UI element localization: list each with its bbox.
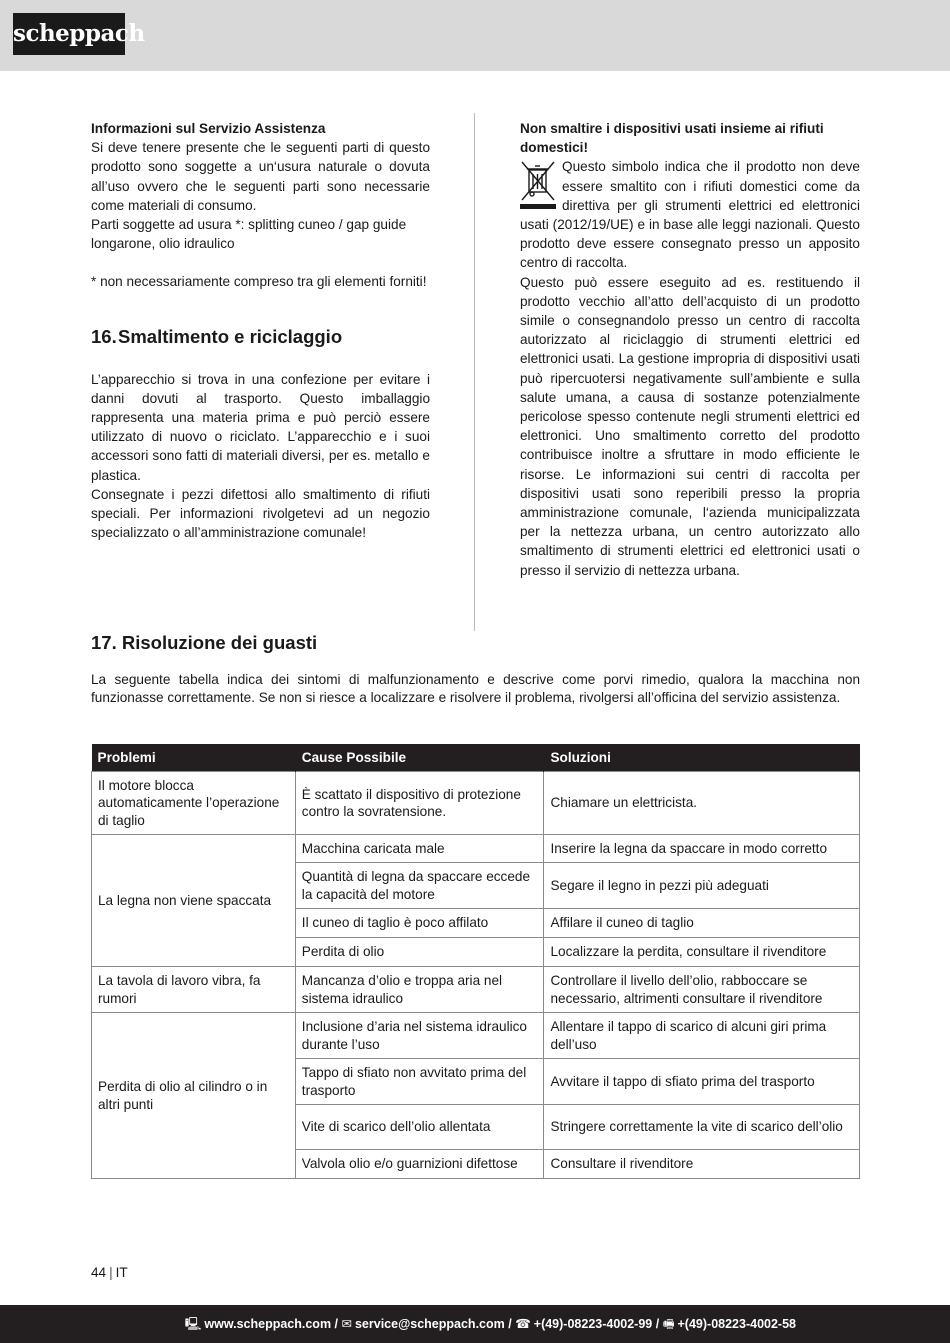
table-row — [92, 772, 860, 835]
page-number: 44 — [91, 1265, 107, 1280]
left-column — [91, 119, 430, 542]
solution-cell: Localizzare la perdita, consultare il rivenditore — [544, 938, 860, 967]
solution-cell: Controllare il livello dell’olio, rabboccare se necessario, altrimenti consultare il rivenditore — [544, 967, 860, 1013]
troubleshooting-table — [91, 744, 860, 1179]
solution-cell: Stringere correttamente la vite di scarico dell’olio — [544, 1105, 860, 1150]
fax-number: +(49)-08223-4002-58 — [677, 1317, 796, 1331]
cause-cell: Valvola olio e/o guarnizioni difettose — [295, 1150, 544, 1179]
email-icon: ✉ — [341, 1317, 352, 1331]
defective-parts-text: Consegnate i pezzi difettosi allo smaltimento di rifiuti speciali. Per informazioni rivolgetevi ad un negozio specializzato o all’amministrazione comunale! — [91, 486, 430, 541]
section-17-intro: La seguente tabella indica dei sintomi di malfunzionamento e descrive come porvi rimedio, qualora la macchina non funzionasse correttamente. Se non si riesce a localizzare e risolvere il problema, rivolgersi all’officina del servizio assistenza. — [91, 672, 860, 705]
cause-cell: Perdita di olio — [295, 938, 544, 967]
cause-cell: Il cuneo di taglio è poco affilato — [295, 909, 544, 938]
table-row — [92, 967, 860, 1013]
language-code: IT — [115, 1265, 128, 1280]
cause-cell: Mancanza d’olio e troppa aria nel sistema idraulico — [295, 967, 544, 1013]
problem-cell: La legna non viene spaccata — [92, 835, 296, 967]
website-link[interactable]: www.scheppach.com / — [204, 1317, 339, 1331]
service-heading: Informazioni sul Servizio Assistenza — [91, 121, 326, 136]
service-text: Si deve tenere presente che le seguenti parti di questo prodotto sono soggette a un‘usura naturale o dovuta all’uso ovvero che le seguenti parti sono necessarie come materiali di consumo. — [91, 140, 430, 213]
header-causes: Cause Possibile — [295, 744, 544, 772]
header-solutions: Soluzioni — [544, 744, 860, 772]
email-link[interactable]: service@scheppach.com / — [354, 1317, 512, 1331]
section-16-title: Smaltimento e riciclaggio — [118, 325, 343, 347]
right-column — [520, 119, 860, 580]
solution-cell: Inserire la legna da spaccare in modo corretto — [544, 835, 860, 863]
table-header-row — [92, 744, 860, 772]
packaging-text: L’apparecchio si trova in una confezione per evitare i danni dovuti al trasporto. Questo imballaggio rappresenta una materia prima e può perciò essere utilizzato di nuovo o riciclato. L’apparecchio e i suoi accessori sono fatti di materiali diversi, per es. metallo e plastica. — [91, 371, 430, 483]
cause-cell: Inclusione d’aria nel sistema idraulico durante l’uso — [295, 1013, 544, 1059]
solution-cell: Allentare il tappo di scarico di alcuni giri prima dell’uso — [544, 1013, 860, 1059]
section-17-title: 17. Risoluzione dei guasti — [91, 632, 318, 653]
wear-parts-text: Parti soggette ad usura *: splitting cuneo / gap guide longarone, olio idraulico — [91, 217, 407, 252]
footnote-text: * non necessariamente compreso tra gli elementi forniti! — [91, 274, 427, 290]
cause-cell: Quantità di legna da spaccare eccede la capacità del motore — [295, 863, 544, 909]
footer-contact-bar — [0, 1305, 950, 1343]
weee-text-1: Questo simbolo indica che il prodotto non deve essere smaltito con i rifiuti domestici come da direttiva per gli strumenti elettrici ed elettronici usati (2012/19/UE) e in base alle leggi nazionali. Questo prodotto deve essere consegnato presso un apposito centro di raccolta. — [520, 159, 860, 271]
solution-cell: Chiamare un elettricista. — [544, 772, 860, 835]
problem-cell: La tavola di lavoro vibra, fa rumori — [92, 967, 296, 1013]
cause-cell: Vite di scarico dell’olio allentata — [295, 1105, 544, 1150]
weee-text-2: Questo può essere eseguito ad es. restituendo il prodotto vecchio all’atto dell’acquisto di un prodotto simile o consegnandolo presso un centro di raccolta autorizzato al riciclaggio di strumenti elettrici ed elettronici usati. La gestione impropria di dispositivi usati può ripercuotersi negativamente sull’ambiente e sulla salute umana, a causa di sostanze potenzialmente pericolose spesso contenute negli strumenti elettrici ed elettronici. Uno smaltimento corretto del prodotto contribuisce inoltre a sfruttare in modo efficiente le risorse. Le informazioni sui centri di raccolta per dispositivi usati sono reperibili presso la propria amministrazione comunale, l‘azienda municipalizzata per la nettezza urbana, un centro autorizzato allo smaltimento di strumenti elettrici ed elettronici usati o presso il servizio di nettezza urbana. — [520, 274, 860, 578]
weee-heading: Non smaltire i dispositivi usati insieme ai rifiuti domestici! — [520, 121, 824, 156]
cause-cell: È scattato il dispositivo di protezione contro la sovratensione. — [295, 772, 544, 835]
table-row — [92, 1013, 860, 1059]
cause-cell: Tappo di sfiato non avvitato prima del trasporto — [295, 1059, 544, 1105]
solution-cell: Avvitare il tappo di sfiato prima del trasporto — [544, 1059, 860, 1105]
solution-cell: Affilare il cuneo di taglio — [544, 909, 860, 938]
scheppach-logo: scheppach — [13, 13, 125, 55]
phone-icon: ☎ — [515, 1317, 531, 1331]
solution-cell: Segare il legno in pezzi più adeguati — [544, 863, 860, 909]
fax-icon: 🖷 — [662, 1317, 675, 1331]
cause-cell: Macchina caricata male — [295, 835, 544, 863]
problem-cell: Perdita di olio al cilindro o in altri punti — [92, 1013, 296, 1179]
solution-cell: Consultare il rivenditore — [544, 1150, 860, 1179]
section-16-heading — [91, 326, 430, 348]
crossed-out-wheelie-bin-icon — [520, 160, 556, 212]
header-problems: Problemi — [92, 744, 296, 772]
table-row — [92, 835, 860, 863]
page-header — [0, 0, 950, 71]
column-divider — [474, 113, 475, 631]
computer-icon: 🖳 — [184, 1317, 202, 1331]
section-16-number: 16. — [91, 325, 117, 347]
problem-cell: Il motore blocca automaticamente l’operazione di taglio — [92, 772, 296, 835]
phone-number: +(49)-08223-4002-99 / — [533, 1317, 660, 1331]
page-footer-number: 44 | IT — [91, 1265, 128, 1280]
